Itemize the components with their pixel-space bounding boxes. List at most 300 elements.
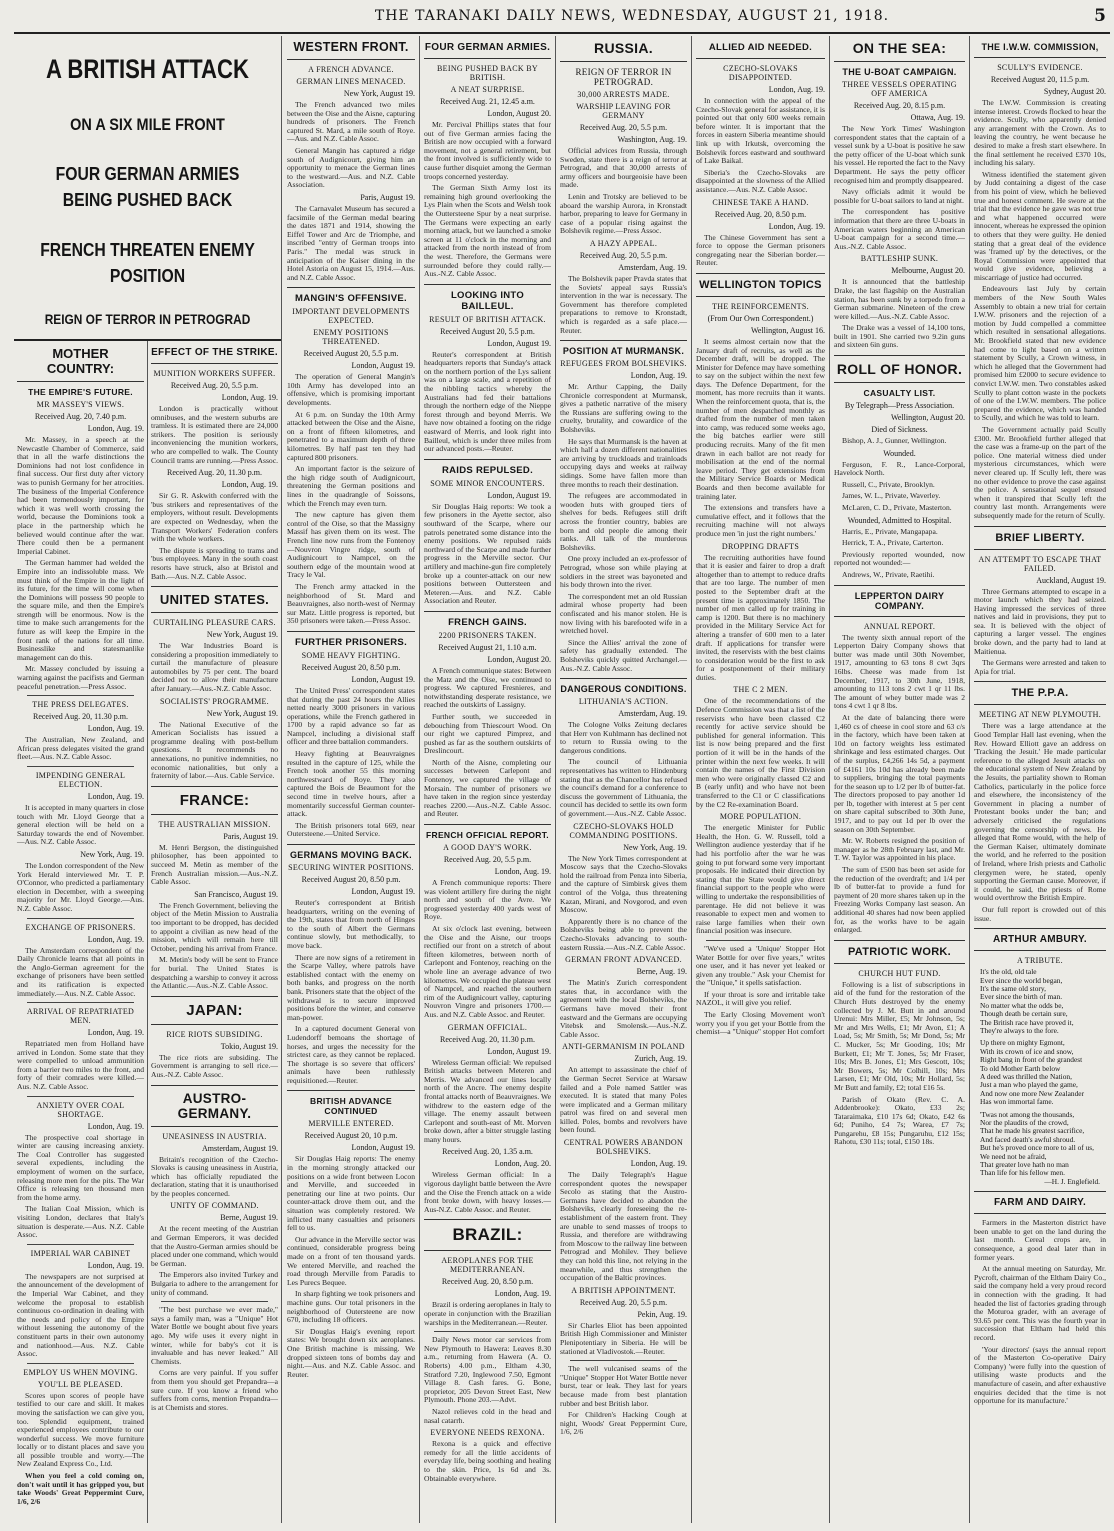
article-paragraph: Britain's recognition of the Czecho-Slovaks is causing uneasiness in Austria, which has officially repudiated the declaration, stating that it is unauthorised by the peoples concerned. [151, 1154, 278, 1198]
dateline: Ottawa, Aug. 19. [910, 113, 965, 122]
article-paragraph: In a captured document General von Ludendorff bemoans the shortage of horses, and urges the necessity for the strictest care, as they cannot be replaced. The shortage is so severe that officers' animals have been ruthlessly requisitioned.—Reuter. [287, 1024, 415, 1085]
article-paragraph: The New York Times' Washington correspondent states that the captain of a vessel sunk by a U-boat is positive he saw the petty officer of the U-boat which sunk his vessel. He reported the fact to the Navy Department. He says the petty officer recognised him and promptly disappeared. [834, 124, 965, 185]
us-sub: CURTAILING PLEASURE CARS. [153, 618, 276, 628]
murmansk-heading: POSITION AT MURMANSK. [562, 346, 685, 357]
four-armies-sub2: A NEAT SURPRISE. [450, 85, 525, 94]
article-paragraph: A French communique reports: There was violent artillery fire during the night north and south of the Avre. We progressed yesterday 400 yards west of Roye. [424, 878, 551, 922]
dangerous-sub: LITHUANIA'S ACTION. [578, 697, 669, 707]
divider [974, 526, 1106, 527]
article-paragraph: Heavy fighting at Beauvraignes resulted in the capture of 125, while the French took another 55 this morning northwestward of Roye. They also captured the Bois de Beaumont for the second time in twelve hours, after a momentarily successful German counter-attack. [287, 749, 415, 819]
dateline: Received Aug. 20, 1.35 a.m. [442, 1147, 533, 1157]
dateline: Tokio, August 19. [220, 1041, 278, 1051]
farm-heading: FARM AND DAIRY. [993, 1197, 1087, 1209]
divider [287, 631, 415, 632]
roll-heading: ROLL OF HONOR. [836, 361, 963, 378]
french-gains-heading: FRENCH GAINS. [448, 616, 527, 628]
poem-line: And now one more New Zealander [980, 1088, 1085, 1098]
murmansk-sub: REFUGEES FROM BOLSHEVIKS. [560, 359, 687, 369]
poem-line: It's the same old story, [980, 983, 1046, 993]
article-paragraph: Mr. Massey concluded by issuing a warning against the pacifists and German peaceful penetration.—Press Assoc. [17, 664, 144, 691]
dangerous-sub4: ANTI-GERMANISM IN POLAND [562, 1042, 685, 1052]
divider [974, 549, 1106, 550]
mother-sub2: MR MASSEY'S VIEWS. [36, 400, 125, 409]
dateline: London, Aug. 19. [768, 85, 825, 94]
election-heading: IMPENDING GENERAL ELECTION. [35, 771, 126, 789]
article-paragraph: Sir G. R. Askwith conferred with the 'bus strikers and representatives of the employers, without result. Developments are expected on Wednesday, when the Transport Workers' Federation confers with the whole workers. [151, 491, 278, 544]
allied-heading: ALLIED AID NEEDED. [708, 42, 813, 53]
bailleul-sub: RESULT OF BRITISH ATTACK. [429, 314, 546, 324]
dateline: London, Aug. 19. [87, 724, 144, 734]
casualty-line: Died of Sickness. [871, 425, 928, 435]
column-russia [556, 36, 692, 1523]
article-paragraph: The Bolshevik paper Pravda states that the Soviets' appeal says Russia's intervention in the war is necessary. The Government has therefore completed preparations to remove to Kronstadt, which is regarded as a safe place.—Reuter. [560, 273, 687, 335]
us-sub2: SOCIALISTS' PROGRAMME. [160, 696, 269, 706]
casualty-line: Harris, E., Private, Mangapapa. [842, 526, 938, 536]
divider [27, 918, 134, 919]
dateline: Received Aug. 20, 8.50 p.m. [714, 209, 807, 219]
article-paragraph: The French advanced two miles between the Oise and the Aisne, capturing hundreds of prisoners. The French captured St. Mard, a mile south of Roye.—Aus. and N.Z. Cable Assoc. [287, 100, 415, 144]
poem [980, 968, 1100, 1186]
france-sub: THE AUSTRALIAN MISSION. [158, 819, 271, 829]
dateline: Received Aug. 20, 8.15 p.m. [853, 101, 946, 110]
casualty-line: Wounded. [883, 448, 916, 458]
poem-line: Though death be certain sure, [980, 1009, 1068, 1019]
article-paragraph: General Mangin has captured a ridge south of Audignicourt, giving him an opportunity to menace the German lines to the westward.—Aus. and N.Z. Cable Association. [287, 145, 415, 190]
us-heading: UNITED STATES. [159, 592, 270, 608]
dateline: London, Aug. 19. [494, 1289, 551, 1299]
dateline: London, Aug. 19. [768, 221, 825, 231]
dateline: London, August 19. [487, 338, 551, 348]
dateline: Wellington, August 16. [750, 325, 825, 335]
press-heading: THE PRESS DELEGATES. [32, 700, 129, 710]
divider [27, 1096, 134, 1097]
strike-sub: MUNITION WORKERS SUFFER. [153, 369, 276, 378]
raids-sub: SOME MINOR ENCOUNTERS. [430, 478, 545, 488]
article-paragraph: The Daily Telegraph's Hague correspondent quotes the newspaper Secolo as stating that the Austro-Germans have decided to abandon the Bolsheviks, clearly foreseeing the re-establishment of the eastern front. They are unable to send masses of troops to Russia, and therefore are withdrawing from Moscow to the railway line between Petrograd and Mohilev. They believe they can hold this line, not relying in the meanwhile, and thus strengthen the occupation of the Baltic provinces. [560, 1170, 687, 1283]
headline-1: A BRITISH ATTACK [46, 54, 249, 84]
article-paragraph: The Amsterdam correspondent of the Daily Chronicle learns that all points in the Anglo-German agreement for the exchange of prisoners have been settled and its ratification is expected immediately.—Aus. N.Z. Cable Assoc. [17, 945, 144, 998]
dateline: Received August 20, 11.5 p.m. [990, 75, 1090, 84]
allied-sub2: CHINESE TAKE A HAND. [712, 197, 809, 207]
divider [151, 612, 278, 613]
article-paragraph: The operation of General Mangin's 10th Army has developed into an offensive, which is promising important developments. [287, 372, 415, 408]
dateline: Amsterdam, Aug. 19. [618, 709, 687, 719]
sea-heading: ON THE SEA: [852, 40, 947, 56]
article-paragraph: The British prisoners total 669, near Outersteene.—United Service. [287, 820, 415, 839]
article-paragraph: Endeavours last July by certain members of the New South Wales Assembly to obtain a new trial for certain I.W.W. prisoners and the rejection of a motion by Judd compelled a committee which resulted in sensational allegations. Mr. Brookfield stated that new evidence had come to light based on a written statement by Scully, a Crown witness, in which he alleged that the Government had promised him £2000 to secure evidence to convict I.W.W. men. Two constables asked Scully to plant cotton waste in the pockets of one of the I.W.W. members. The police prepared the evidence, which was handed to Scully, and which he was told to learn. [974, 284, 1106, 423]
casualty-line: Andrews, W., Private, Raetihi. [842, 570, 935, 579]
roll-sub: CASUALTY LIST. [863, 388, 936, 399]
article-paragraph: He says that Murmansk is the haven at which half a dozen different nationalities are arriving by truckloads and trainloads occupying days and weeks at railway sidings. Some have fallen more than three months to reach their destination. [560, 436, 687, 489]
dateline: London, Aug. 19. [87, 424, 144, 433]
article-paragraph: At the annual meeting on Saturday, Mr. Pycroft, chairman of the Eltham Dairy Co., said the company held a very proud record in connection with the grading. It had headed the list of factories grading through the Moturoa grader, with an average of 93.65 per cent. This was the fourth year in succession that Eltham had held this record. [974, 1264, 1106, 1342]
casualty-line: Wounded, Admitted to Hospital. [847, 515, 952, 525]
article-paragraph: The Chinese Government has sent a force to oppose the German prisoners congregating near the Siberian border.—Reuter. [696, 232, 825, 268]
headline-4: FRENCH THREATEN ENEMY POSITION [40, 239, 255, 286]
article-paragraph: The London correspondent of the New York Herald interviewed Mr. T. P. O'Connor, who predicted a parliamentary election in December, with a sweeping majority for Mr. Lloyd George.—Aus. N.Z. Cable Assoc. [17, 860, 144, 913]
divider [696, 296, 825, 297]
dateline: London, Aug. 19. [87, 792, 144, 801]
dateline: Received August 20, 10 p.m. [304, 1131, 398, 1141]
article-paragraph: It is accepted in many quarters in close touch with Mr. Lloyd George that a general election will be held on a Saturday towards the end of November.—Aus. N.Z. Cable Assoc. [17, 803, 144, 847]
poem-line: With its crown of ice and snow, [980, 1046, 1074, 1056]
article-paragraph: The new capture has given them control of the Oise, so that the Massigny Massif has given them on its west. The French line now runs from the Fontenoy—Nouvron Vingre ridge, south of Audignicourt to Nampcel, on the southern edge of the mountain wood at Tracy le Val. [287, 510, 415, 580]
brazil-sub: AEROPLANES FOR THE MEDITERRANEAN. [441, 1256, 534, 1275]
wellington-sub: THE REINFORCEMENTS. [712, 301, 809, 311]
article-paragraph: The newspapers are not surprised at the announcement of the development of the Imperial War Cabinet, and they welcome the proposal to establish continuous co-ordination in dealing with the needs and policy of the Empire without lessening the autonomy of the constituent parts in their own autonomy and nationhood.—Aus. N.Z. Cable Assoc. [17, 1271, 144, 1359]
patriotic-heading: PATRIOTIC WORK. [847, 945, 952, 958]
dateline: By Telegraph—Press Association. [844, 401, 955, 411]
divider [161, 1301, 268, 1302]
article-paragraph: Navy officials admit it would be possible for U-boat sailors to land at night. [834, 187, 965, 205]
further-prisoners-sub: SOME HEAVY FIGHTING. [301, 650, 401, 660]
bailleul-heading: LOOKING INTO BAILLEUL. [450, 289, 525, 312]
article-paragraph: Lenin and Trotsky are believed to be aboard the warship Aurora, in Kronstadt harbor, preparing to leave for Germany in case of a popular rising against the Bolshevik regime.—Press Assoc. [560, 191, 687, 236]
masthead-title: THE TARANAKI DAILY NEWS, WEDNESDAY, AUGUST 21, 1918. [374, 8, 890, 24]
dateline: London, August 19. [351, 1143, 415, 1153]
dateline: London, August 19. [351, 361, 415, 371]
article-paragraph: The Drake was a vessel of 14,100 tons, built in 1901. She carried two 9.2in guns and sixteen 6in guns. [834, 323, 965, 350]
advert-paragraph: When you feel a cold coming on, don't wait until it has gripped you, but take Woods' Great Peppermint Cure, 1/6, 2/6 [17, 1471, 144, 1506]
dateline: Received August 21, 1.10 a.m. [438, 642, 537, 652]
article-paragraph: Mr. W. Roberts resigned the position of manager as he 28th February last, and Mr. T. W. Taylor was appointed in his place. [834, 836, 965, 863]
french-report-heading: FRENCH OFFICIAL REPORT. [426, 830, 549, 841]
divider [560, 61, 687, 62]
divider [974, 950, 1106, 951]
divider [560, 340, 687, 341]
article-paragraph: A French communique states: Between the Matz and the Oise, we continued to progress. We captured Fresnieres, and notwithstanding desperate resistance, we reached the outskirts of Lassigny. [424, 665, 551, 710]
divider [151, 586, 278, 587]
rexona-heading: EVERYONE NEEDS REXONA. [430, 1428, 545, 1438]
casualty-line: Herrick, T. A., Private, Carterton. [842, 538, 944, 548]
dateline: London, Aug. 19. [221, 393, 278, 402]
ambury-sub: A TRIBUTE. [1017, 956, 1063, 966]
iww-heading: THE I.W.W. COMMISSION, [981, 42, 1099, 52]
sea-sub3: BATTLESHIP SUNK. [860, 254, 939, 264]
moving-sub: YOU'LL BE PLEASED. [38, 1379, 123, 1389]
divider [834, 382, 965, 383]
wellington-heading: WELLINGTON TOPICS [699, 278, 822, 291]
article-paragraph: The sum of £500 has been set aside for the reduction of the overdraft; and 1/4 per lb of butter-fat to provide a fund for payment of 20 more shares taken up in the Freezing Works Company last season. An additional 40 shares had now been applied for, as the works have to be again enlarged. [834, 865, 965, 935]
divider [570, 1360, 677, 1361]
poem-line: That he made his greatest sacrifice, [980, 1126, 1085, 1136]
mangin-sub: IMPORTANT DEVELOPMENTS EXPECTED. [292, 307, 410, 326]
article-paragraph: Sir Douglas Haig reports: We took a few prisoners in the Ayette sector, also southward of the Scarpe, where our patrols penetrated some distance into the enemy positions. We repulsed raids northward of the Scarpe and made further progress in the Merville sector. Our artillery and machine-gun fire completely broke up a counter-attack on our new positions between Outtersteen and Meteren.—Aus. and N.Z. Cable Association and Reuter. [424, 501, 551, 606]
divider [974, 1191, 1106, 1192]
article-paragraph: The rice riots are subsiding. The Government is arranging to sell rice.—Aus.-N.Z. Cable Assoc. [151, 1052, 278, 1079]
dateline: Pekin, Aug. 19. [637, 1309, 687, 1319]
article-paragraph: One proxy included an ex-professor of Petrograd, whose son while playing at soldiers in the street was bayoneted and his body thrown into the river. [560, 554, 687, 590]
brazil-heading: BRAZIL: [452, 1225, 523, 1245]
column-allied-aid [692, 36, 830, 1523]
divider [27, 766, 134, 767]
divider [27, 1244, 134, 1245]
article-paragraph: Our advance in the Merville sector was continued, considerable progress being made on a front of ten thousand yards. We entered Merville, and reached the road through Merville from Paradis to Les Purecs Bequee. [287, 1234, 415, 1287]
dateline: London, August 19. [351, 887, 415, 896]
raids-heading: RAIDS REPULSED. [441, 464, 534, 476]
article-paragraph: The War Industries Board is considering a proposition immediately to curtail the manufacture of pleasure automobiles by 75 per cent. The board decided not to allow their manufacture after January.—Aus.-N.Z. Cable Assoc. [151, 641, 278, 694]
article-paragraph: The Italian Coal Mission, which is visiting London, declares that Italy's situation is desperate.—Aus. N.Z. Cable Assoc. [17, 1204, 144, 1240]
column-lead [14, 36, 282, 1523]
poem-line: A deed was thrilled the Nation, [980, 1071, 1072, 1081]
dateline: London, August 20. [487, 109, 551, 118]
dateline: Paris, August 19. [223, 831, 278, 841]
article-paragraph: The German hammer had welded the Empire into an indissoluble mass. We must think of the Empire in the light of its future, for the time will come when the Dominions will possess 90 people to the square mile, and then the Empire's strength will be enormous. Now is the time to make such arrangements for the future as will keep the Empire in the front rank of the nations for all time. Businesslike and statesmanlike management can do this. [17, 558, 144, 662]
four-armies-sub: BEING PUSHED BACK BY BRITISH. [437, 64, 538, 82]
article-paragraph: An attempt to assassinate the chief of the German Secret Service at Warsaw failed and a Pole named Sattler was executed. It is stated that many Poles were implicated and a German military patrol was fired on and several men killed. Poles, bombs and revolvers have been found. [560, 1065, 687, 1135]
poem-line: Right bang in front of the grandest [980, 1055, 1083, 1065]
wellington-sub4: MORE POPULATION. [719, 812, 802, 822]
divider [424, 284, 551, 285]
dateline: Received August 20, 5.5 p.m. [440, 326, 535, 336]
russia-sub2: 30,000 ARRESTS MADE. [577, 90, 670, 99]
dateline: New York, Aug. 19. [623, 842, 687, 852]
poem-line: Than life for his fellow men. [980, 1168, 1065, 1178]
dateline: London, Aug. 19. [87, 1260, 144, 1270]
article-paragraph: The United Press' correspondent states that during the past 24 hours the Allies netted nearly 3000 prisoners in various operations, while the French gathered in 1700 by a rapid advance so far as Nampcel, including a divisional staff officer and three battalion commanders. [287, 685, 415, 747]
divider [974, 1213, 1106, 1214]
poem-line: Ever since the world began, [980, 975, 1063, 985]
divider [974, 681, 1106, 682]
article-paragraph: The refugees are accommodated in wooden huts with grouped tiers of shelves for beds. Refugees still drift across the frontier country, babies are born and old people die among their ranks. All talk of the murderous Bolsheviks. [560, 491, 687, 552]
moving-back-heading: GERMANS MOVING BACK. [289, 850, 412, 860]
article-paragraph: The Germans were arrested and taken to Apia for trial. [974, 658, 1106, 676]
article-paragraph: Our full report is crowded out of this issue. [974, 904, 1106, 923]
prisoners-heading: EXCHANGE OF PRISONERS. [25, 922, 136, 932]
article-paragraph: It is announced that the battleship Drake, the last flagship on the Australian station, has been sunk by a torpedo from a German submarine. Nineteen of the crew were killed.—Aus.-N.Z. Cable Assoc. [834, 277, 965, 321]
mangin-sub2: ENEMY POSITIONS THREATENED. [313, 328, 389, 347]
advert-paragraph: The well vulcanised seams of the "Unique" Stopper Hot Water Bottle never burst, tear or leak. They last for years because made from best plantation rubber and best British labor. [560, 1364, 687, 1408]
article-paragraph: At the date of balancing there were 1,460 cs of cheese in cool store and 63 c/s in the factory, which have been taken at 10d on factory weights less estimated shrinkage and less estimated charges. Out of the surplus, £4,266 14s 5d, a payment of £4161 10s 10d has already been made to suppliers, bringing the total payments for the season up to 1/2 per lb of butter-fat. The directors proposed to pay another 1d per lb, together with interest at 5 per cent on share capital subscribed to 30th June, 1917, and to pay out 1d per lb over the season on 30th September. [834, 712, 965, 834]
liberty-heading: BRIEF LIBERTY. [995, 531, 1085, 544]
casualty-line: McLaren, C. D., Private, Masterton. [842, 503, 952, 513]
dateline: Received Aug. 20, 5.5 p.m. [579, 123, 668, 132]
dateline: Received Aug. 20, 11.30 p.m. [439, 1034, 536, 1044]
article-paragraph: The National Executive of the American Socialists has issued a programme dealing with post-bellum questions. It recommends no annexations, no punitive indemnities, no economic nationalities, but only a fraternity of labor.—Aus. Cable Service. [151, 719, 278, 781]
four-armies-heading: FOUR GERMAN ARMIES. [424, 42, 551, 53]
article-paragraph: Following is a list of subscriptions in aid of the fund for the restoration of the Church Huts destroyed by the enemy collected by J. M. Butt in and around Urenui: Mrs Miller, £5; Mr Johnson, 5s; Mr and Mrs Wells, £1; Mr Avon, £1; A Load, 5s; Mr Smith, 5s; Mr Dond, 5s; Mr C. Mucker, 5s; Mr Gooding, 10s; Mr Burkett, £1; Mr T. Jones, 5s; Mr Fraser, 10s; Mrs B. Jones, £1; Mrs Gescott, 10s; Mr Bowers, 5s; Mr Colhill, 10s; Mrs Larsen, £1; Mr Old, 10s; Mr Hollard, 5s; Mr Butt and family, £2; total £16 5s. [834, 979, 965, 1092]
poem-line: And faced death's awful shroud. [980, 1134, 1076, 1144]
article-paragraph: The dispute is spreading to trams and 'bus employees. Many in the south coast resorts have struck, also at Bristol and Bath.—Aus. N.Z. Cable Assoc. [151, 545, 278, 581]
moving-heading: EMPLOY US WHEN MOVING. [23, 1367, 138, 1377]
article-paragraph: The Australian, New Zealand, and African press delegates visited the grand fleet.—Aus. N.Z. Cable Assoc. [17, 735, 144, 762]
article-paragraph: Mr. Arthur Capping, the Daily Chronicle correspondent at Murmansk, gives a pathetic narrative of the misery the Russians are suffering owing to the cruelty, brutality, and cowardice of the Bolsheviks. [560, 382, 687, 435]
dangerous-sub6: A BRITISH APPOINTMENT. [571, 1285, 676, 1295]
article-paragraph: Witness identified the statement given by Judd containing a digest of the case from his point of view, which he believed true and honest comment. He swore at the trial that the evidence he gave was not true and what happened occurred were innocent, whereas he expressed the opinion to others that they were guilty. He denied stating that a great deal of the evidence was 'framed up' by the detectives, or the Royal Commission were appointed that would give evidence, believing a miscarriage of justice had occurred. [974, 169, 1107, 282]
dateline: London, Aug. 19. [630, 371, 687, 381]
article-paragraph: Apparently there is no chance of the Bolsheviks being able to prevent the Czecho-Slovaks advancing to south-eastern Russia.—Aus.-N.Z. Cable Assoc. [560, 916, 687, 952]
article-paragraph: The correspondent met an old Russian admiral whose property had been confiscated and his manor stolen. He is now living with his barefooted wife in a wretched hovel. [560, 591, 687, 636]
article-paragraph: Since the Allies' arrival the zone of safety has gradually extended. The Bolsheviks quickly quitted Archangel.—Aus.-N.Z. Cable Assoc. [560, 637, 687, 673]
dateline: San Francisco, August 19. [194, 889, 278, 899]
divider [974, 928, 1106, 929]
divider [834, 616, 965, 617]
divider [287, 287, 415, 288]
headline-2: ON A SIX MILE FRONT [70, 115, 225, 134]
advert-paragraph: Daily News motor car services from New Plymouth to Hawera: Leaves 8.30 a.m., returning from Hawera (A. O. Roberts) 4.00 p.m., Eltham 4.30, Stratford 7.20, Inglewood 7.50, Egmont Village 8. Cash fares. G. Bone, proprietor, 205 Devon Street East, New Plymouth. Phone 203.—Advt. [424, 1335, 551, 1405]
article-paragraph: London is practically without omnibuses, and the western suburbs are tramless. It is estimated there are 24,000 strikers. The position is seriously inconveniencing the munition workers, who are compelled to walk. The County Council trams are running.—Press Assoc. [151, 404, 278, 465]
article-paragraph: There are now signs of a retirement in the Scarpe Valley, where patrols have established contact with the enemy on both banks, and progress on the north bank. Prisoners state that the object of the withdrawal is to secure improved positions before the winter, and conserve man-power. [287, 952, 415, 1022]
dateline: New York, August 19. [206, 630, 278, 640]
dateline: Received Aug. 21, 12.45 a.m. [440, 97, 535, 106]
russia-sub: REIGN OF TERROR IN PETROGRAD. [575, 67, 672, 87]
poem-line: Has won immortal fame. [980, 1097, 1054, 1107]
dateline: London, Aug. 19. [87, 1121, 144, 1131]
dateline: Amsterdam, August 19. [202, 1143, 278, 1153]
dateline: London, August 19. [487, 490, 551, 500]
column-western-front [283, 36, 420, 1523]
austro-heading: AUSTRO-GERMANY. [177, 1090, 252, 1121]
allied-sub: CZECHO-SLOVAKS DISAPPOINTED. [723, 64, 798, 82]
british-advance-sub: MERVILLE ENTERED. [308, 1119, 394, 1129]
article-paragraph: Siberia's the Czecho-Slovaks are disappointed at the slowness of the Allied assistance.—Aus. N.Z. Cable Assoc. [696, 167, 825, 194]
article-paragraph: There was a large attendance at the Good Templar Hall last evening, when the Rev. Howard Elliott gave an address on 'Tracking the Jesuit.' He made particular reference to the alleged Jesuit attacks on the educational system of New Zealand by the Jesuits, the partiality shown to Roman Catholics, particularly in the police force and elsewhere, the inconsistency of the Government in placing a number of Protestant books under the ban; and adversely criticised the regulations governing the censorship of news. He alleged that Rome would, with the help of the German Kaiser, ultimately dominate the world, and he referred to the position of Ireland, where Irish priests and Catholic clergymen were, he stated, openly supporting the German cause. Moreover, if it could, he said, the priests of Rome would overthrow the British Empire. [974, 721, 1106, 903]
poem-line: No matter what the odds be, [980, 1000, 1064, 1010]
dateline: Auckland, August 19. [1036, 575, 1106, 585]
british-advance-heading: BRITISH ADVANCE CONTINUED [310, 1096, 392, 1117]
divider [151, 1126, 278, 1127]
lepperton-sub: ANNUAL REPORT. [863, 621, 936, 631]
dateline: Berne, August 19. [220, 1213, 278, 1223]
dateline: Zurich, Aug. 19. [634, 1054, 687, 1064]
dateline: London, August 19. [351, 674, 415, 684]
article-paragraph: North of the Aisne, completing our successes between Carlepont and Fontenoy, we captured the village of Morsain. The number of prisoners we have taken in the region since yesterday reaches 2200.—Aus.-N.Z. Cable Assoc. and Reuter. [424, 757, 551, 819]
divider [834, 940, 965, 941]
austro-sub: UNEASINESS IN AUSTRIA. [162, 1131, 267, 1141]
liberty-sub: AN ATTEMPT TO ESCAPE THAT FAILED. [978, 554, 1102, 573]
poem-line: It's the old, old tale [980, 967, 1037, 977]
dateline: London, August 20. [487, 654, 551, 664]
advert-paragraph: Nazol relieves cold in the head and nasal catarrh. [424, 1406, 551, 1425]
lepperton-heading: LEPPERTON DAIRY COMPANY. [854, 590, 945, 611]
repatriated-heading: ARRIVAL OF REPATRIATED MEN. [26, 1007, 135, 1026]
dangerous-sub3: GERMAN FRONT ADVANCED. [565, 955, 682, 965]
divider [27, 1002, 134, 1003]
mother-country-heading: MOTHER COUNTRY: [46, 346, 115, 376]
article-paragraph: One of the recommendations of the Defence Commission was that a list of the reservists who have been classed C2 recently for active service should be published for general information. This list is now being prepared and the first portion of it will be in the hands of the printer within the next few weeks. It will contain the names of the First Division men who were originally classed C2 and B (early unfit) and who have not been transferred to the C1 or C classifications by the C2 Re-examination Board. [696, 696, 825, 809]
poem-line: To old Mother Earth below [980, 1063, 1061, 1073]
divider [974, 704, 1106, 705]
russia-sub4: A HAZY APPEAL. [589, 238, 658, 248]
poem-line: 'Twas not among the thousands, [980, 1109, 1075, 1119]
dateline: Wellington, August 20. [890, 413, 965, 423]
article-paragraph: The twenty sixth annual report of the Lepperton Dairy Company shows that butter was made until 30th November, 1917, amounting to 63 tons 8 cwt 3qrs 16lbs. Cheese was made from 1st December, 1917, to 30th June, 1918, amounting to 113 tons 2 cwt 1 qr 11 lbs. The amount of whey butter made was 2 tons 4 cwt 1 qr 8 lbs. [834, 632, 965, 711]
divider [287, 1090, 415, 1091]
divider [287, 844, 415, 845]
divider [17, 381, 144, 382]
dateline: Received Aug. 20, 5.5 p.m. [579, 250, 668, 260]
column-four-armies [420, 36, 556, 1523]
dangerous-heading: DANGEROUS CONDITIONS. [560, 684, 687, 695]
ppa-heading: THE P.P.A. [1011, 687, 1069, 700]
divider [151, 786, 278, 787]
advert-paragraph: "We've used a 'Unique' Stopper Hot Water Bottle for over five years," writes one user, and it has never yet leaked or given any trouble." Ask your Chemist for the "Unique," it spells satisfaction. [696, 943, 825, 988]
further-prisoners-heading: FURTHER PRISONERS. [294, 636, 408, 648]
german-official-sub: GERMAN OFFICIAL. [447, 1022, 528, 1032]
dateline: Received Aug. 20, 11.30 p.m. [166, 468, 263, 478]
coal-heading: ANXIETY OVER COAL SHORTAGE. [36, 1100, 125, 1119]
dateline: Received Aug. 20, 8.50 p.m. [441, 1277, 534, 1287]
lead-headlines [14, 36, 281, 327]
lead-subcolumns [14, 341, 281, 1523]
article-paragraph: The I.W.W. Commission is creating intense interest. Crowds flocked to hear the evidence. Scully, who apparently denied any arrangement with the Crown. As to leaving the country, he went because he desired to make a fresh start elsewhere. In the final settlement he received £370 10s, including his salary. [974, 98, 1106, 168]
masthead [14, 6, 1110, 34]
dateline: Sydney, August 20. [1043, 87, 1106, 96]
dangerous-sub5: CENTRAL POWERS ABANDON BOLSHEVIKS. [563, 1138, 684, 1157]
subcolumn-strike [148, 341, 281, 1523]
article-paragraph: Mr. Percival Phillips states that four out of five German armies facing the British are now occupied with a forward movement, not a general retirement, but the front involved is sufficiently wide to cause further disquiet among the German troops concerned yesterday. [424, 120, 551, 181]
advert-paragraph: The Early Closing Movement won't worry you if you get your Bottle from the chemist—a "Unique" stopper Hot comfort [696, 1010, 825, 1037]
dateline: London, Aug. 19. [87, 1028, 144, 1038]
ambury-heading: ARTHUR AMBURY. [992, 934, 1087, 946]
casualty-line: Previously reported wounded, now reported not wounded:— [834, 549, 965, 568]
dateline: Received Aug. 20, 5.5 p.m. [170, 381, 259, 390]
article-paragraph: An important factor is the seizure of the high ridge south of Audignicourt, threatening the German positions and lines in the quadrangle of Soissons, which the French may even turn. [287, 464, 415, 508]
divider [424, 611, 551, 612]
article-paragraph: At 6 p.m. on Sunday the 10th Army attacked between the Oise and the Aisne, on a front of fifteen kilometres, and penetrated to a maximum depth of three kilometres. By half past ten they had captured 800 prisoners. [287, 409, 415, 462]
dateline: Received August 20, 8.50 p.m. [301, 662, 401, 672]
article-paragraph: Wireless German official: In a vigorous daylight battle between the Avre and the Oise the French attack on a wide front broke down, with heavy losses.—Aus-N.Z. Cable Assoc. and Reuter. [424, 1170, 551, 1214]
poem-line: Nor the plaudits of the crowd, [980, 1118, 1069, 1127]
advert-paragraph: For Children's Hacking Cough at night, Woods' Great Peppermint Cure, 1/6, 2/6 [560, 1410, 687, 1437]
divider [424, 1219, 551, 1220]
dateline: London, Aug. 19. [87, 934, 144, 944]
dateline: London, Aug. 19. [221, 480, 278, 490]
france-heading: FRANCE: [179, 791, 250, 809]
poem-signature: —H. J. Englefield. [1044, 1176, 1100, 1186]
poem-line: They're always to the fore. [980, 1025, 1059, 1035]
divider [560, 678, 687, 679]
dateline: London, August 19. [487, 1046, 551, 1056]
divider [27, 1363, 134, 1364]
article-paragraph: M. Metin's body will be sent to France for burial. The United States is despatching a warship to convey it across the Atlantic.—Aus.-N.Z. Cable Assoc. [151, 955, 278, 991]
divider [696, 273, 825, 274]
divider [287, 59, 415, 60]
ppa-sub: MEETING AT NEW PLYMOUTH. [978, 710, 1102, 720]
dateline: Received August 20, 5.5 p.m. [303, 349, 399, 359]
article-paragraph: Sir Douglas Haig reports: The enemy in the morning strongly attacked our positions on a wide front between Locon and Merville, and succeeded in penetrating our line at two points. Our counter-attack drove them out, and the situation was completely restored. We inflicted many casualties and prisoners fell to us. [287, 1154, 415, 1233]
article-paragraph: The French army attacked in the neighborhood of St. Mard and Beauvraignes, also north-west of Nermay sur Matz. Little progress is reported, but 350 prisoners were taken.—Press Assoc. [287, 581, 415, 626]
divider [151, 1024, 278, 1025]
french-gains-sub: 2200 PRISONERS TAKEN. [438, 630, 537, 640]
advert-paragraph: Corns are very painful. If you suffer from them you should get Prepandra—a sure cure. If you know a friend who suffers from corns, mention Prepandra—is at Chemists and stores. [151, 1368, 278, 1412]
article-paragraph: M. Henri Bergson, the distinguished philosopher, has been appointed to succeed M. Metin as member of the French Australian mission.—Aus.-N.Z. Cable Assoc. [151, 842, 278, 887]
dateline: Melbourne, August 20. [891, 266, 965, 276]
divider [424, 824, 551, 825]
western-sub: A FRENCH ADVANCE. [308, 65, 394, 74]
divider [974, 57, 1106, 58]
divider [151, 996, 278, 997]
moving-back-sub: SECURING WINTER POSITIONS. [288, 863, 414, 872]
headline-3: FOUR GERMAN ARMIES BEING PUSHED BACK [55, 163, 240, 210]
divider [151, 363, 278, 364]
divider [834, 585, 965, 586]
article-paragraph: Parish of Okato (Rev. C. A. Addenbrooke): Okato, £33 2s; Tataraimaka, £10 17s 6d; Okato, £42 6s 6d; Puniho, £4 7s; Warea, £7 7s; Pungarehu, £8 15s; Pungaruhu, £12 15s; Rahotu, £30 11s; total, £150 18s. [834, 1094, 965, 1147]
poem-line: That greater love hath no man [980, 1160, 1069, 1170]
article-paragraph: Further south, we succeeded in debouching from Thiescourt Wood. On our right we captured Pimprez, and pushed as far as the southern outskirts of Dreslincourt. [424, 711, 551, 756]
wellington-sub3: THE C 2 MEN. [733, 685, 788, 695]
article-paragraph: Official advices from Russia, through Sweden, state there is a reign of terror at Petrograd, and that 30,000 arrests of army officers and bourgeoisie have been made. [560, 146, 687, 190]
french-report-sub: A GOOD DAY'S WORK. [443, 843, 532, 853]
poem-line: Ever since the birth of man. [980, 992, 1063, 1002]
dateline: New York, August 19. [206, 708, 278, 718]
sea-sub: THE U-BOAT CAMPAIGN. [842, 67, 957, 77]
divider [834, 963, 965, 964]
article-paragraph: Reuter's correspondent at British headquarters, writing on the evening of the 19th, states that from north of Hinges to the south of Albert the Germans continue slowly, but methodically, to move back. [287, 898, 415, 950]
poem-line: We need not be afraid, [980, 1151, 1047, 1161]
article-paragraph: The Government actually paid Scully £300. Mr. Brookfield further alleged that the case was a frame-up on the part of the police. One material witness died under mysterious circumstances, which were never cleared up. If Scully left, there was no other evidence to prove the case against the police. A sensational sequel ensued when it transpired that Scully left the country last month. Arrangements were subsequently made for the return of Scully. [974, 424, 1106, 520]
divider [834, 61, 965, 62]
